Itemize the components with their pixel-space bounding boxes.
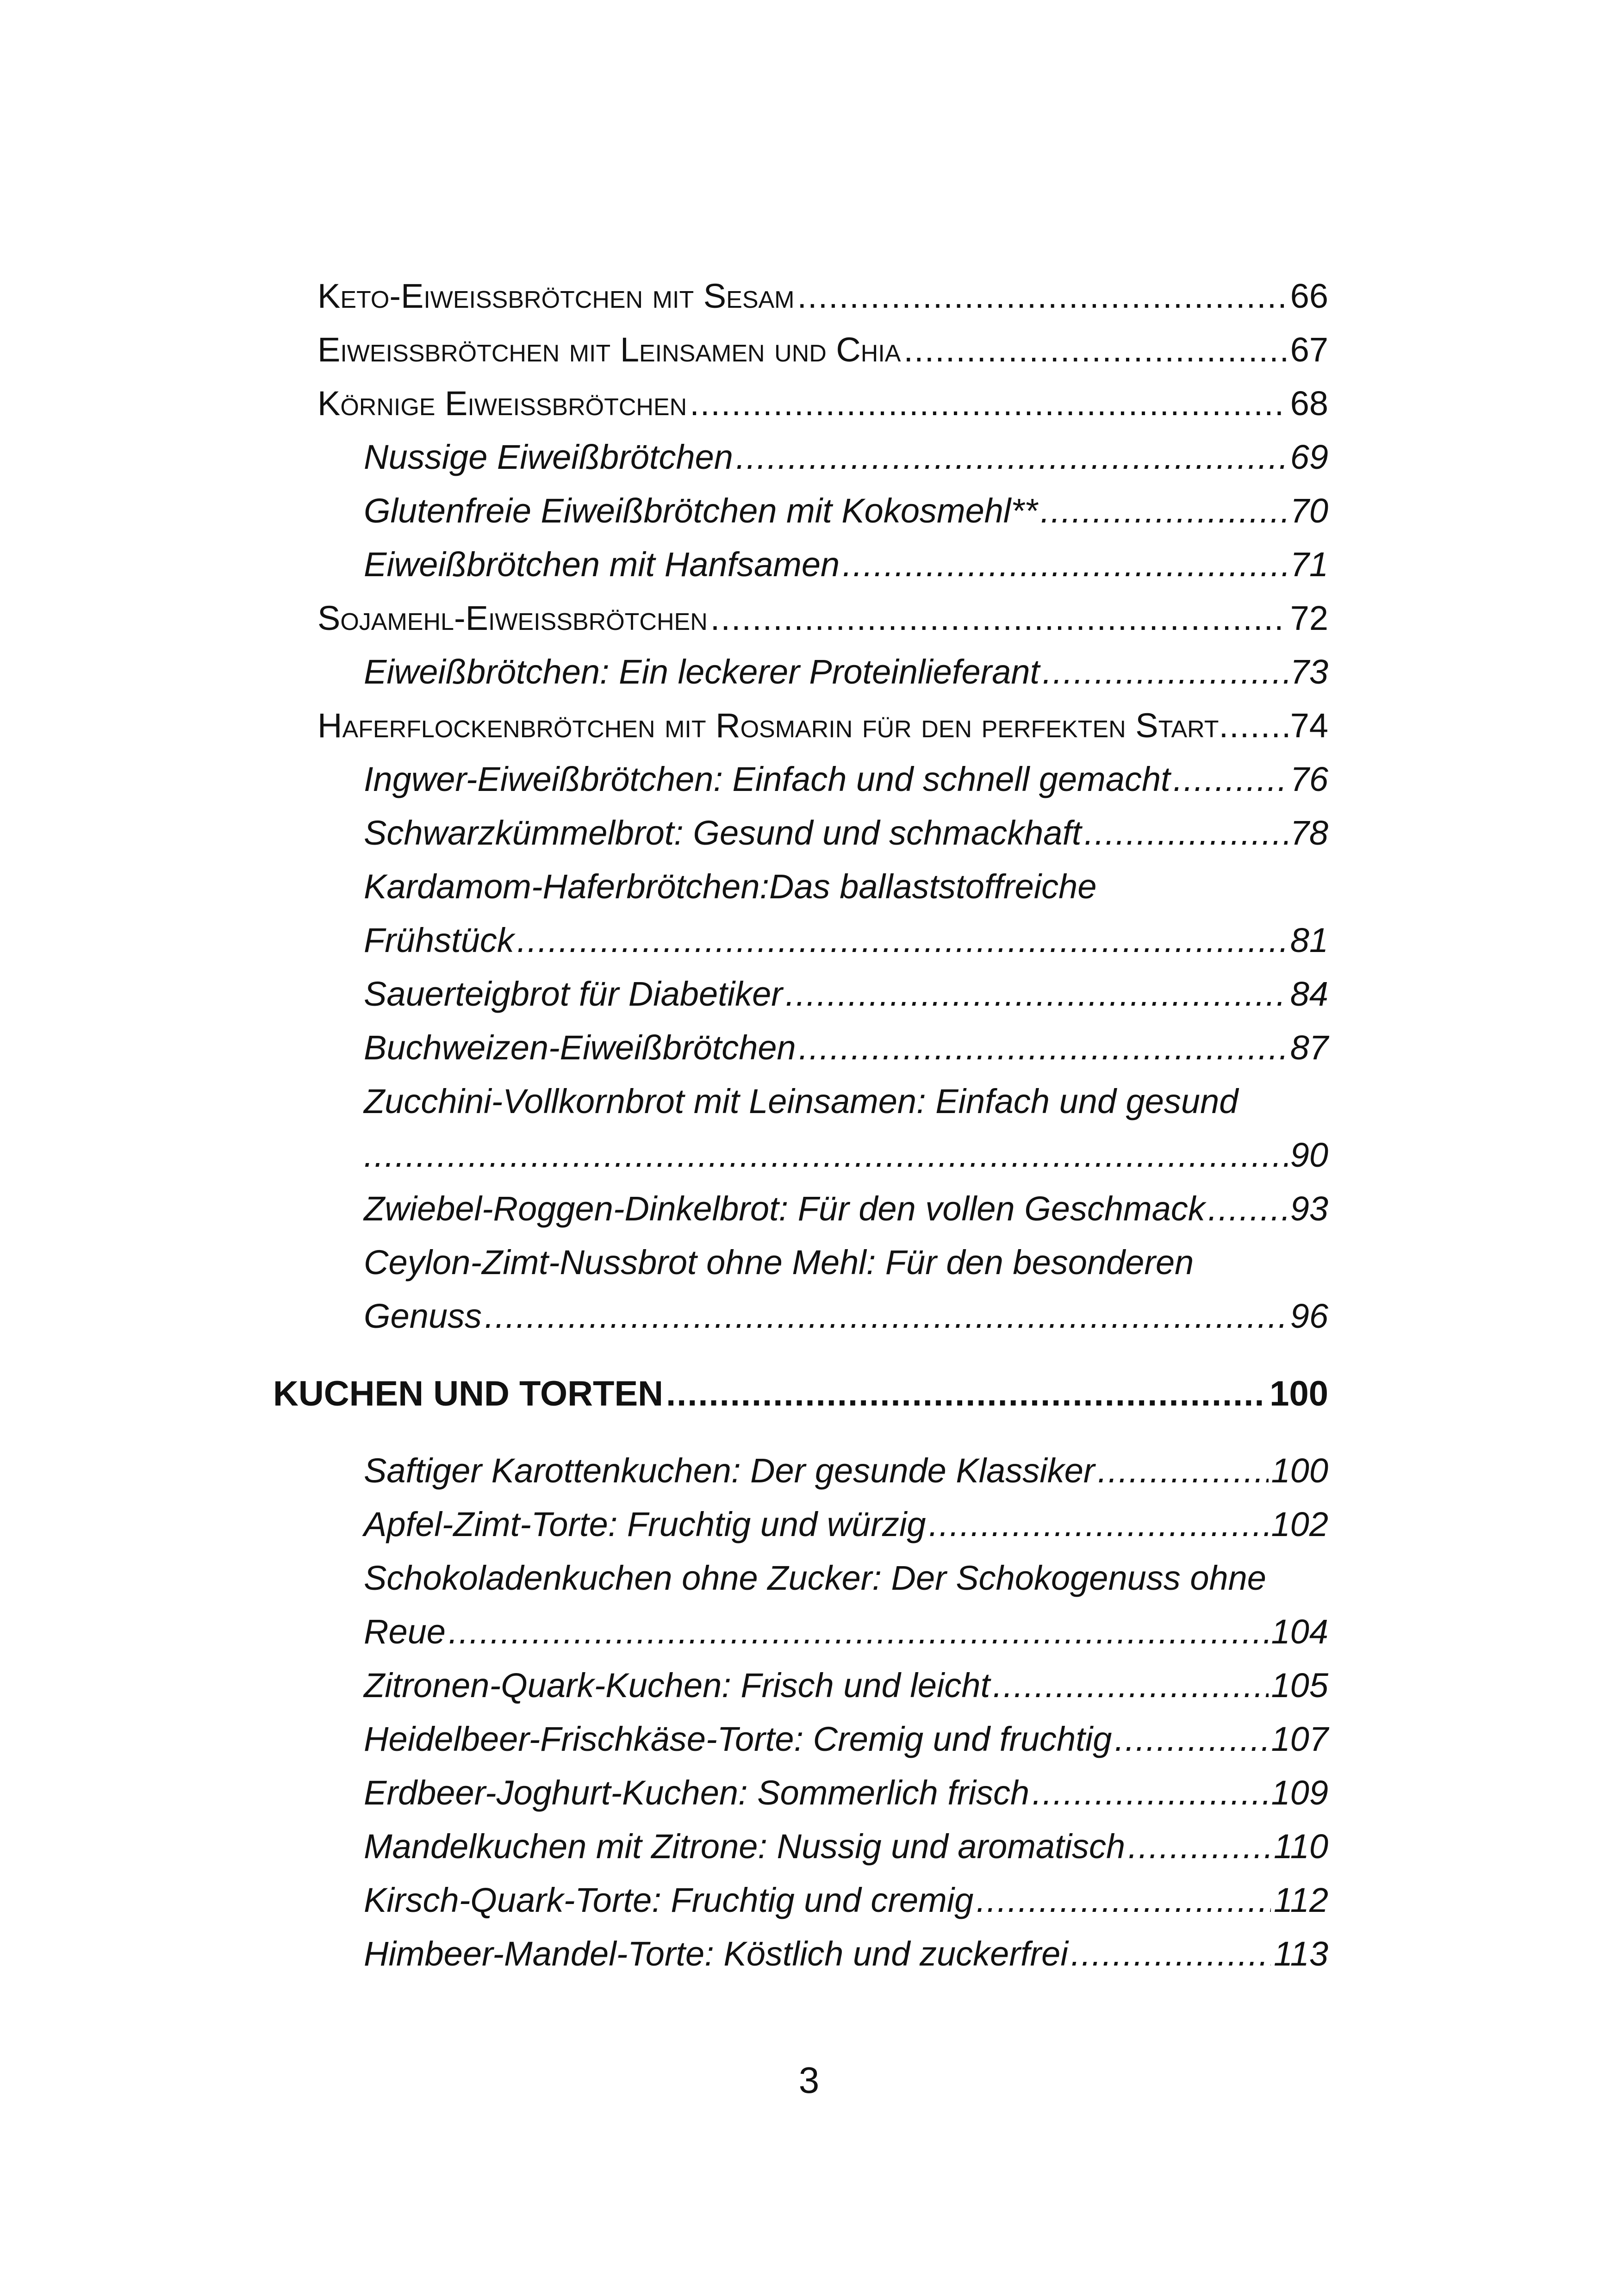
toc-entry-page: 71: [1290, 545, 1328, 584]
toc-entry-page: 104: [1271, 1612, 1328, 1651]
toc-entry-page: 96: [1290, 1297, 1328, 1335]
toc-entry-page: 78: [1290, 814, 1328, 852]
toc-subentry-title-line[interactable]: Zucchini-Vollkornbrot mit Leinsamen: Einfach und gesund: [364, 1082, 1238, 1120]
toc-entry-page: 112: [1274, 1881, 1328, 1919]
toc-entry-title: Keto-Eiweißbrötchen mit Sesam: [317, 277, 795, 315]
toc-entry-page: 87: [1290, 1028, 1328, 1067]
toc-entry-title: Zitronen-Quark-Kuchen: Frisch und leicht: [364, 1666, 990, 1705]
dot-leader: [1219, 699, 1290, 753]
dot-leader: [1114, 1712, 1268, 1766]
dot-leader: [797, 269, 1288, 323]
toc-section-heading[interactable]: [273, 1367, 1328, 1421]
toc-subentry[interactable]: [364, 1712, 1328, 1766]
toc-subentry[interactable]: [364, 1498, 1328, 1551]
page-number: 3: [798, 2060, 820, 2101]
toc-entry-page: 81: [1290, 921, 1328, 959]
toc-entry-title: Sauerteigbrot für Diabetiker: [364, 975, 783, 1013]
toc-entry-title: Buchweizen-Eiweißbrötchen: [364, 1028, 796, 1067]
dot-leader: [517, 914, 1288, 967]
toc-entry-page: 102: [1271, 1505, 1328, 1543]
toc-entry-title: Reue: [364, 1612, 446, 1651]
dot-leader: [799, 1021, 1288, 1075]
toc-subentry-title-line[interactable]: Ceylon-Zimt-Nussbrot ohne Mehl: Für den besonderen: [364, 1243, 1194, 1282]
toc-entry-title: Saftiger Karottenkuchen: Der gesunde Klassiker: [364, 1451, 1095, 1490]
toc-entry-title: Zwiebel-Roggen-Dinkelbrot: Für den vollen Geschmack: [364, 1189, 1205, 1228]
toc-entry-title: Glutenfreie Eiweißbrötchen mit Kokosmehl**: [364, 492, 1038, 530]
toc-subentry[interactable]: [364, 1182, 1328, 1236]
toc-entry-title: Mandelkuchen mit Zitrone: Nussig und aromatisch: [364, 1827, 1126, 1866]
toc-subentry[interactable]: [364, 1605, 1328, 1659]
toc-entry-page: 113: [1274, 1935, 1328, 1973]
toc-entry[interactable]: [317, 591, 1328, 645]
toc-entry-page: 72: [1290, 599, 1328, 637]
toc-subentry[interactable]: [364, 1444, 1328, 1498]
toc-entry-title: Eiweißbrötchen mit Leinsamen und Chia: [317, 330, 901, 369]
toc-entry-page: 76: [1290, 760, 1328, 798]
dot-leader: [842, 538, 1287, 591]
dot-leader: [1098, 1444, 1269, 1498]
toc-subentry-title-line[interactable]: Kardamom-Haferbrötchen:Das ballaststoffreiche: [364, 867, 1097, 906]
toc-subentry[interactable]: [364, 1021, 1328, 1075]
toc-subentry[interactable]: [364, 1659, 1328, 1712]
dot-leader: [1084, 806, 1288, 860]
dot-leader: [1042, 645, 1288, 699]
dot-leader: [785, 967, 1288, 1021]
toc-subentry[interactable]: [364, 645, 1328, 699]
toc-entry-title: Eiweißbrötchen: Ein leckerer Proteinlieferant: [364, 653, 1040, 691]
toc-entry-title: Heidelbeer-Frischkäse-Torte: Cremig und fruchtig: [364, 1720, 1112, 1758]
toc-entry-page: 100: [1271, 1451, 1328, 1490]
dot-leader: [929, 1498, 1269, 1551]
toc-subentry[interactable]: [364, 753, 1328, 806]
toc-entry-title: Haferflockenbrötchen mit Rosmarin für den perfekten Start: [317, 706, 1219, 745]
dot-leader: [1040, 484, 1288, 538]
toc-subentry[interactable]: [364, 1927, 1328, 1981]
toc-entry-page: 90: [1290, 1136, 1328, 1174]
dot-leader: [903, 323, 1287, 377]
toc-entry[interactable]: [317, 377, 1328, 430]
toc-entry-page: 93: [1290, 1189, 1328, 1228]
toc-entry-page: 67: [1290, 330, 1328, 369]
toc-subentry-title-line[interactable]: Schokoladenkuchen ohne Zucker: Der Schokogenuss ohne: [364, 1559, 1266, 1597]
dot-leader: [993, 1659, 1268, 1712]
toc-entry-page: 109: [1271, 1773, 1328, 1812]
toc-entry-title: Genuss: [364, 1297, 482, 1335]
section-title: KUCHEN UND TORTEN: [273, 1374, 664, 1413]
toc-entry-title: Sojamehl-Eiweißbrötchen: [317, 599, 708, 637]
dot-leader: [1032, 1766, 1268, 1820]
toc-entry-page: 70: [1290, 492, 1328, 530]
toc-subentry[interactable]: [364, 1820, 1328, 1873]
toc-subentry[interactable]: [364, 914, 1328, 967]
toc-subentry[interactable]: [364, 430, 1328, 484]
toc-entry-page: 68: [1290, 384, 1328, 423]
toc-subentry[interactable]: [364, 1766, 1328, 1820]
toc-entry-title: Himbeer-Mandel-Torte: Köstlich und zuckerfrei: [364, 1935, 1068, 1973]
toc-entry-page: 73: [1290, 653, 1328, 691]
toc-entry-title: Apfel-Zimt-Torte: Fruchtig und würzig: [364, 1505, 926, 1543]
toc-entry-page: 66: [1290, 277, 1328, 315]
toc-subentry[interactable]: [364, 806, 1328, 860]
dot-leader: [1128, 1820, 1271, 1873]
toc-entry-page: 107: [1271, 1720, 1328, 1758]
dot-leader: [485, 1289, 1288, 1343]
toc-subentry[interactable]: [364, 538, 1328, 591]
toc-entry-title: Schwarzkümmelbrot: Gesund und schmackhaft: [364, 814, 1082, 852]
dot-leader: [1071, 1927, 1271, 1981]
toc-entry-page: 110: [1274, 1827, 1328, 1866]
toc-entry-title: Eiweißbrötchen mit Hanfsamen: [364, 545, 840, 584]
toc-entry-title: Frühstück: [364, 921, 514, 959]
dot-leader: [736, 430, 1288, 484]
toc-entry[interactable]: [317, 269, 1328, 323]
toc-subentry[interactable]: [364, 1873, 1328, 1927]
toc-subentry[interactable]: [364, 1289, 1328, 1343]
toc-subentry[interactable]: [364, 967, 1328, 1021]
dot-leader: [710, 591, 1288, 645]
dot-leader: [976, 1873, 1271, 1927]
dot-leader: [666, 1367, 1267, 1421]
toc-entry-title: Kirsch-Quark-Torte: Fruchtig und cremig: [364, 1881, 974, 1919]
toc-subentry[interactable]: [364, 484, 1328, 538]
dot-leader: [1208, 1182, 1288, 1236]
toc-entry-page: 69: [1290, 438, 1328, 476]
toc-entry-page: 105: [1271, 1666, 1328, 1705]
section-page: 100: [1270, 1374, 1328, 1413]
toc-entry-title: Erdbeer-Joghurt-Kuchen: Sommerlich frisch: [364, 1773, 1030, 1812]
toc-entry[interactable]: [317, 323, 1328, 377]
toc-entry-title: Nussige Eiweißbrötchen: [364, 438, 733, 476]
toc-subentry[interactable]: [364, 1128, 1328, 1182]
dot-leader: [364, 1128, 1288, 1182]
toc-entry-title: Ingwer-Eiweißbrötchen: Einfach und schnell gemacht: [364, 760, 1170, 798]
toc-entry[interactable]: [317, 699, 1328, 753]
dot-leader: [690, 377, 1287, 430]
toc-entry-page: 84: [1290, 975, 1328, 1013]
toc-entry-title: Körnige Eiweißbrötchen: [317, 384, 687, 423]
dot-leader: [1173, 753, 1288, 806]
toc-entry-page: 74: [1290, 706, 1328, 745]
dot-leader: [448, 1605, 1269, 1659]
